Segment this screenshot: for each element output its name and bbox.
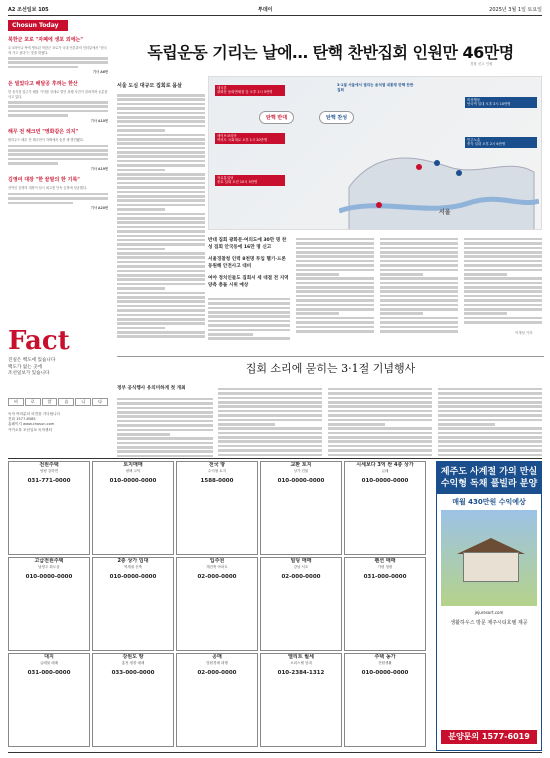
text-line bbox=[464, 321, 542, 324]
text-line bbox=[438, 436, 542, 439]
rally-box: 민주노총 종각 일대 오후 2시 6만명 bbox=[465, 137, 537, 148]
main-headline[interactable]: 독립운동 기리는 날에… 탄핵 찬반집회 인원만 46만명 bbox=[147, 43, 514, 62]
text-line bbox=[117, 433, 170, 436]
text-line bbox=[117, 112, 205, 115]
text-line bbox=[296, 251, 374, 254]
text-line bbox=[438, 454, 542, 457]
text-line bbox=[380, 317, 458, 320]
text-line bbox=[464, 260, 542, 263]
text-line bbox=[117, 235, 205, 238]
text-line bbox=[464, 242, 542, 245]
text-line bbox=[117, 270, 205, 273]
text-line bbox=[464, 286, 542, 289]
text-line bbox=[117, 274, 205, 277]
text-line bbox=[380, 299, 458, 302]
brief-item[interactable]: 돈 빌었다고 배달공 후려는 한산 한 음식점 업주가 배달 기사를 상대로 벌인 폭행 사건이 알려지며 공분을 사고 있다. 기사 A10면 bbox=[8, 80, 108, 123]
text-line bbox=[296, 317, 374, 320]
text-line bbox=[328, 401, 432, 404]
text-line bbox=[328, 436, 432, 439]
section2-headline[interactable]: 집회 소리에 묻히는 3·1절 기념행사 bbox=[245, 362, 416, 375]
graphic-caption: 경찰 신고 인원 bbox=[470, 62, 493, 66]
text-line bbox=[328, 414, 432, 417]
text-line bbox=[464, 251, 542, 254]
text-line bbox=[438, 423, 495, 426]
text-line bbox=[218, 454, 322, 457]
text-line bbox=[438, 419, 542, 422]
text-line bbox=[296, 326, 374, 329]
text-line bbox=[328, 419, 432, 422]
classified-ad[interactable]: 강원도 땅 홍천 평창 매매 033-000-0000 bbox=[92, 653, 174, 747]
text-line bbox=[117, 103, 205, 106]
text-line bbox=[464, 290, 542, 293]
text-line bbox=[464, 255, 542, 258]
classified-ad[interactable]: 전국 땅 수익형 토지 1588-0000 bbox=[176, 461, 258, 555]
text-line bbox=[464, 299, 542, 302]
classified-ad[interactable]: 엘리트 월세 오피스텔 임대 010-2384-1312 bbox=[260, 653, 342, 747]
text-line bbox=[117, 322, 205, 325]
text-line bbox=[117, 256, 205, 259]
text-line bbox=[218, 414, 322, 417]
text-line bbox=[380, 312, 423, 315]
text-line bbox=[117, 446, 213, 449]
text-line bbox=[117, 278, 205, 281]
text-line bbox=[464, 238, 542, 241]
text-line bbox=[438, 432, 542, 435]
text-line bbox=[117, 164, 205, 167]
text-line bbox=[117, 221, 205, 224]
text-line bbox=[208, 333, 253, 336]
brief-item[interactable]: 해무 전 해크먼 "영화같은 의지" 할리우드 배우 진 해크먼이 자택에서 숨진 채 발견됐다. 기사 A19면 bbox=[8, 129, 108, 171]
text-line bbox=[218, 427, 322, 430]
text-line bbox=[328, 454, 432, 457]
text-line bbox=[117, 309, 205, 312]
text-line bbox=[117, 142, 205, 145]
text-line bbox=[380, 282, 458, 285]
text-line bbox=[218, 397, 322, 400]
text-line bbox=[380, 260, 458, 263]
classified-ads bbox=[8, 461, 542, 751]
article-lead bbox=[117, 83, 205, 338]
fact-logo: Fact bbox=[8, 326, 70, 356]
article-column bbox=[380, 236, 458, 333]
text-line bbox=[296, 286, 374, 289]
classified-ad[interactable]: 고급전원주택 남양주 화도읍 010-0000-0000 bbox=[8, 557, 90, 651]
phone-number[interactable]: 전화 1577-8585 bbox=[8, 417, 36, 422]
text-line bbox=[464, 247, 542, 250]
text-line bbox=[117, 204, 205, 207]
text-line bbox=[296, 312, 339, 315]
text-line bbox=[117, 98, 205, 101]
classified-ad[interactable]: 입주권 재건축 아파트 02-000-0000 bbox=[176, 557, 258, 651]
section2-summary: 정부 공식행사 유의미하게 첫 개최 bbox=[117, 386, 186, 391]
classified-ad[interactable]: 토지매매 평택 고덕 010-0000-0000 bbox=[92, 461, 174, 555]
text-line bbox=[296, 330, 374, 333]
text-line bbox=[464, 295, 542, 298]
text-line bbox=[117, 283, 205, 286]
text-line bbox=[117, 129, 165, 132]
text-line bbox=[117, 429, 213, 432]
article-column bbox=[464, 236, 542, 324]
text-line bbox=[296, 264, 374, 267]
text-line bbox=[117, 331, 205, 334]
text-line bbox=[117, 300, 205, 303]
text-line bbox=[328, 392, 432, 395]
text-line bbox=[296, 299, 374, 302]
text-line bbox=[117, 195, 205, 198]
ad-divider bbox=[8, 458, 542, 459]
text-line bbox=[296, 321, 374, 324]
feature-ad-phone[interactable]: 분양문의 1577-6019 bbox=[441, 730, 537, 744]
map-city-label: 서울 bbox=[439, 209, 451, 216]
text-line bbox=[296, 304, 374, 307]
text-line bbox=[328, 449, 432, 452]
text-line bbox=[380, 286, 458, 289]
fact-quote: 진실은 백도에 있습니다 백도가 없는 곳에 조선일보가 있습니다 bbox=[8, 358, 56, 376]
feature-ad-url[interactable]: jejuresort.com bbox=[474, 610, 504, 615]
byline: 이개성 기자 bbox=[515, 331, 533, 335]
text-line bbox=[464, 277, 542, 280]
text-line bbox=[380, 308, 458, 311]
page-number: A2 조선일보 105 bbox=[8, 7, 49, 13]
text-line bbox=[218, 423, 275, 426]
text-line bbox=[117, 261, 205, 264]
classified-ad[interactable]: 2층 상가 임대 역세권 신축 010-0000-0000 bbox=[92, 557, 174, 651]
oppose-label: 탄핵 반대 bbox=[259, 111, 294, 124]
text-line bbox=[464, 312, 507, 315]
text-line bbox=[117, 226, 205, 229]
text-line bbox=[218, 405, 322, 408]
text-line bbox=[117, 318, 205, 321]
text-line bbox=[464, 269, 542, 272]
text-line bbox=[117, 437, 213, 440]
text-line bbox=[117, 327, 165, 330]
text-line bbox=[328, 440, 432, 443]
text-line bbox=[328, 397, 432, 400]
text-line bbox=[380, 326, 458, 329]
text-line bbox=[464, 304, 542, 307]
text-line bbox=[117, 120, 205, 123]
brief-item[interactable]: 김영여 대장 "한 끝말의 한 기록" 산악인 김영미 대장이 남극 최고봉 단독 등정에 성공했다. 기사 A20면 bbox=[8, 177, 108, 211]
text-line bbox=[117, 208, 165, 211]
text-line bbox=[117, 415, 213, 418]
page-header bbox=[8, 4, 542, 16]
text-line bbox=[117, 169, 165, 172]
text-line bbox=[380, 277, 458, 280]
support-label: 탄핵 찬성 bbox=[319, 111, 354, 124]
text-line bbox=[218, 401, 322, 404]
classified-ad[interactable]: 펜션 매매 가평 청평 031-000-0000 bbox=[344, 557, 426, 651]
text-line bbox=[117, 94, 205, 97]
subhead: 서울경찰청 인력 8천명 투입 헬기·드론 동원해 안전사고 대비 bbox=[208, 257, 286, 269]
article-column bbox=[218, 386, 322, 456]
text-line bbox=[464, 282, 542, 285]
text-line bbox=[218, 419, 322, 422]
text-line bbox=[380, 273, 423, 276]
text-line bbox=[117, 177, 205, 180]
text-line bbox=[464, 308, 542, 311]
subhead: 여야 정치인들도 집회서 세 대결 전 지역 양측 충돌 시위 예상 bbox=[208, 276, 289, 288]
text-line bbox=[117, 191, 205, 194]
text-line bbox=[117, 248, 165, 251]
text-line bbox=[117, 116, 205, 119]
text-line bbox=[438, 414, 542, 417]
text-line bbox=[438, 388, 542, 391]
issue-date: 2025년 3월 1일 토요일 bbox=[489, 7, 542, 13]
text-line bbox=[328, 410, 432, 413]
text-line bbox=[117, 450, 213, 453]
text-line bbox=[296, 290, 374, 293]
text-line bbox=[208, 320, 290, 323]
text-line bbox=[117, 239, 205, 242]
text-line bbox=[380, 242, 458, 245]
article-lede[interactable]: 서울 도심 대규모 집회로 몸살 bbox=[117, 83, 182, 89]
text-line bbox=[438, 405, 542, 408]
feature-ad-note: 생활하우스 방문 제주시티호텔 제공 bbox=[450, 620, 528, 626]
text-line bbox=[328, 423, 385, 426]
text-line bbox=[296, 260, 374, 263]
text-line bbox=[438, 392, 542, 395]
text-line bbox=[218, 388, 322, 391]
text-line bbox=[117, 160, 205, 163]
text-line bbox=[380, 251, 458, 254]
text-line bbox=[464, 317, 542, 320]
text-line bbox=[117, 199, 205, 202]
rally-box: 비상행동 안국역 일대 오후 3시 10만명 bbox=[465, 97, 537, 108]
rally-box: 대국본 광화문 동화면세점 앞 오후 1시 5만명 bbox=[215, 85, 285, 96]
text-line bbox=[117, 411, 213, 414]
text-line bbox=[208, 324, 290, 327]
footer-rule bbox=[8, 752, 542, 753]
text-line bbox=[218, 440, 322, 443]
text-line bbox=[328, 388, 432, 391]
text-line bbox=[208, 311, 290, 314]
section-rule bbox=[117, 356, 544, 357]
text-line bbox=[117, 125, 205, 128]
article-column bbox=[438, 386, 542, 456]
text-line bbox=[380, 238, 458, 241]
text-line bbox=[117, 186, 205, 189]
classified-ad[interactable]: 빌딩 매매 강남 서초 02-000-0000 bbox=[260, 557, 342, 651]
rally-map-graphic bbox=[208, 76, 542, 230]
text-line bbox=[296, 255, 374, 258]
text-line bbox=[117, 265, 205, 268]
text-line bbox=[296, 282, 374, 285]
reader-info: 독자 여러분의 의견을 기다립니다 전화 1577-8585 홈페이지 www.chosun.com 카카오톡 조선일보 독자센터 bbox=[8, 412, 108, 433]
text-line bbox=[296, 269, 374, 272]
text-line bbox=[117, 147, 205, 150]
text-line bbox=[208, 307, 290, 310]
text-line bbox=[117, 398, 213, 401]
text-line bbox=[380, 330, 458, 333]
feature-ad[interactable]: 제주도 사계절 가의 만실 수익형 독채 풀빌라 분양 매월 430만원 수익예상 jejuresort.com 생활하우스 방문 제주시티호텔 제공 분양문의 1577-6019 bbox=[436, 461, 542, 751]
text-line bbox=[296, 273, 339, 276]
text-line bbox=[208, 315, 290, 318]
text-line bbox=[117, 230, 205, 233]
text-line bbox=[218, 432, 322, 435]
text-line bbox=[438, 445, 542, 448]
text-line bbox=[218, 392, 322, 395]
text-line bbox=[208, 302, 290, 305]
classified-ad[interactable]: 주택 농가 전원생활 010-0000-0000 bbox=[344, 653, 426, 747]
rally-box: 세이브코리아 여의도 국회대로 오후 1시 20만명 bbox=[215, 133, 285, 144]
feature-ad-income: 매월 430만원 수익예상 bbox=[452, 498, 526, 506]
text-line bbox=[438, 401, 542, 404]
text-line bbox=[117, 424, 213, 427]
text-line bbox=[117, 296, 205, 299]
text-line bbox=[328, 432, 432, 435]
text-line bbox=[380, 264, 458, 267]
text-line bbox=[117, 314, 205, 317]
classified-ad[interactable]: 시세보다 3억 싼 4층 상가 급매 010-0000-0000 bbox=[344, 461, 426, 555]
article-column bbox=[296, 236, 374, 333]
text-line bbox=[117, 243, 205, 246]
text-line bbox=[117, 252, 205, 255]
text-line bbox=[464, 264, 542, 267]
text-line bbox=[464, 273, 507, 276]
classified-ad[interactable]: 공매 법원경매 대행 02-000-0000 bbox=[176, 653, 258, 747]
text-line bbox=[380, 321, 458, 324]
text-line bbox=[296, 238, 374, 241]
text-line bbox=[117, 287, 165, 290]
text-line bbox=[117, 151, 205, 154]
text-line bbox=[218, 449, 322, 452]
villa-image bbox=[441, 510, 537, 606]
text-line bbox=[117, 173, 205, 176]
text-line bbox=[117, 442, 213, 445]
text-line bbox=[117, 213, 205, 216]
text-line bbox=[380, 247, 458, 250]
chosun-today bbox=[8, 20, 108, 211]
text-line bbox=[438, 427, 542, 430]
text-line bbox=[208, 298, 290, 301]
text-line bbox=[438, 410, 542, 413]
kakao-link[interactable]: 카카오톡 조선일보 독자센터 bbox=[8, 427, 52, 432]
text-line bbox=[117, 182, 205, 185]
text-line bbox=[117, 138, 205, 141]
article-subheads bbox=[208, 236, 290, 290]
text-line bbox=[438, 449, 542, 452]
text-line bbox=[328, 445, 432, 448]
homepage-link[interactable]: 홈페이지 www.chosun.com bbox=[8, 422, 55, 427]
chosun-today-label: Chosun Today bbox=[8, 20, 68, 31]
text-line bbox=[438, 397, 542, 400]
article-column bbox=[117, 396, 213, 457]
text-line bbox=[296, 295, 374, 298]
text-line bbox=[380, 304, 458, 307]
text-line bbox=[218, 445, 322, 448]
text-line bbox=[117, 335, 205, 338]
text-line bbox=[117, 155, 205, 158]
section-name: 투데이 bbox=[258, 7, 273, 13]
article-column bbox=[208, 296, 290, 340]
text-line bbox=[208, 337, 290, 340]
text-line bbox=[328, 427, 432, 430]
text-line bbox=[117, 420, 213, 423]
text-line bbox=[380, 269, 458, 272]
text-line bbox=[117, 407, 213, 410]
graphic-title: 3·1절 서울에서 열리는 윤석열 대통령 탄핵 찬반 집회 bbox=[337, 83, 414, 92]
brief-item[interactable]: 북한군 포로 "자폐에 생포 외에는" 우크라이나 측에 생포된 북한군 포로가 국내 언론과의 인터뷰에서 "한국에 가고 싶다"는 뜻을 밝혔다. 기사 A6면 bbox=[8, 37, 108, 75]
text-line bbox=[380, 255, 458, 258]
text-line bbox=[380, 295, 458, 298]
text-line bbox=[380, 290, 458, 293]
text-line bbox=[218, 410, 322, 413]
text-line bbox=[117, 292, 205, 295]
text-line bbox=[328, 405, 432, 408]
text-line bbox=[117, 217, 205, 220]
text-line bbox=[117, 107, 205, 110]
classified-ad[interactable]: 교환 토지 상가 건물 010-0000-0000 bbox=[260, 461, 342, 555]
classified-ad[interactable]: 대지 급매물 매매 031-000-0000 bbox=[8, 653, 90, 747]
text-line bbox=[208, 329, 290, 332]
text-line bbox=[218, 436, 322, 439]
article-column bbox=[328, 386, 432, 456]
text-line bbox=[296, 308, 374, 311]
text-line bbox=[296, 247, 374, 250]
text-line bbox=[117, 134, 205, 137]
text-line bbox=[117, 402, 213, 405]
rally-box: 자유통일당 종로 일대 오전 10시 5만명 bbox=[215, 175, 285, 186]
subscribe-banner: 비 로 알 습 니 다 bbox=[8, 398, 108, 406]
text-line bbox=[117, 305, 205, 308]
subhead: 반대 집회 광화문·여의도에 30만 명 찬성 집회 안국동에 16만 명 신고 bbox=[208, 238, 287, 250]
text-line bbox=[296, 277, 374, 280]
text-line bbox=[296, 242, 374, 245]
text-line bbox=[438, 440, 542, 443]
classified-ad[interactable]: 전원주택 양평 강하면 031-771-0000 bbox=[8, 461, 90, 555]
